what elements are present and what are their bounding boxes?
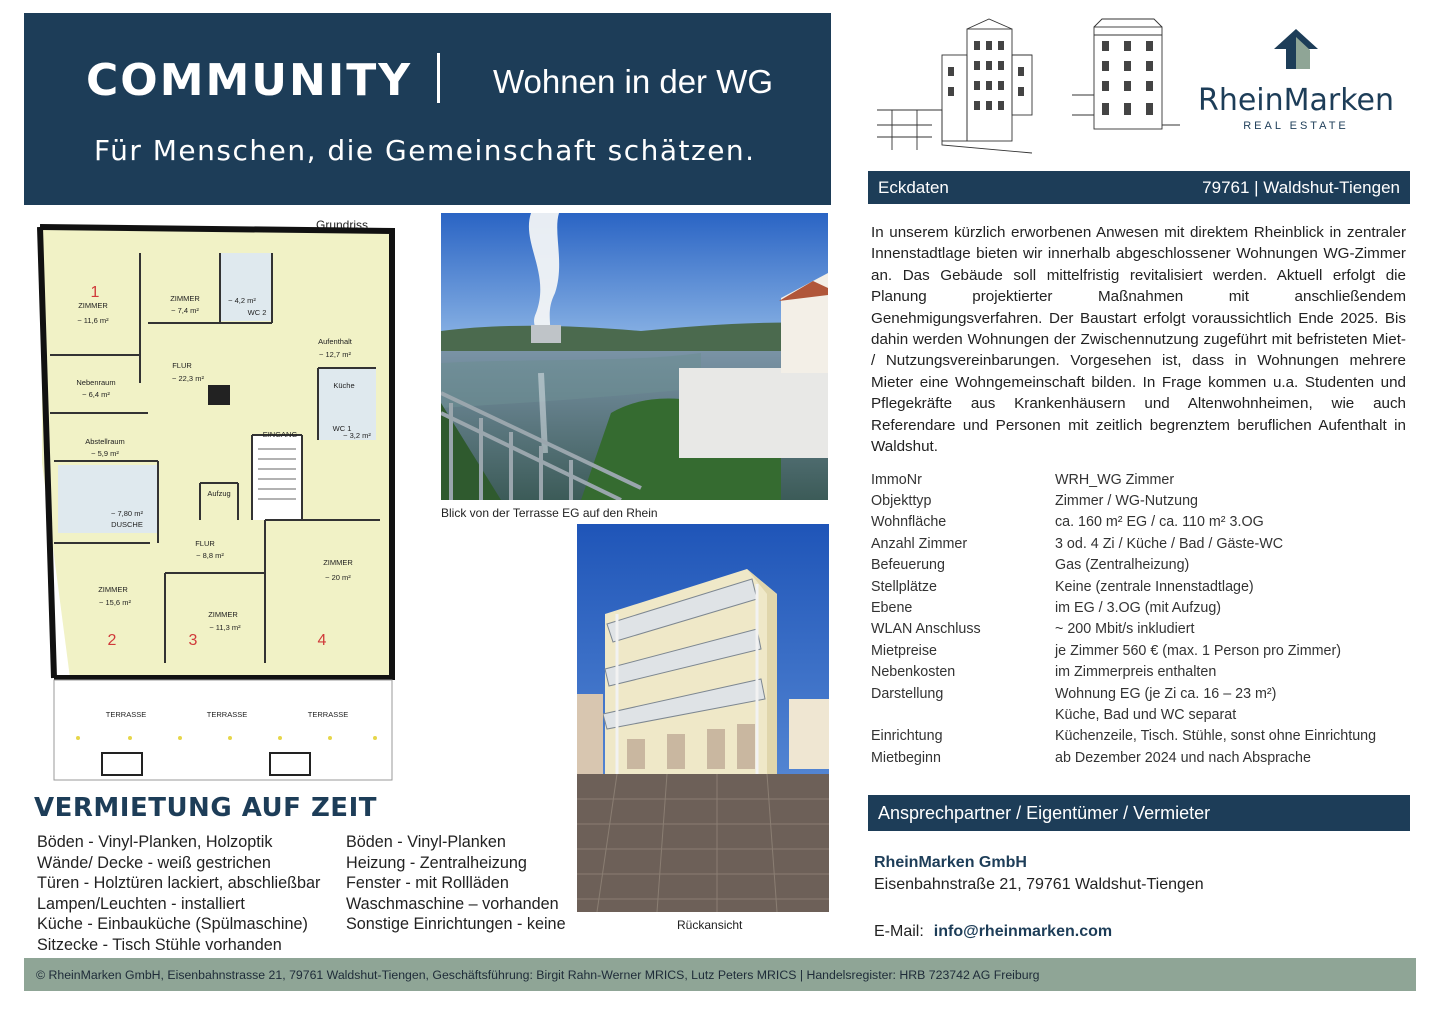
fact-value: WRH_WG Zimmer <box>1055 471 1175 488</box>
floor-plan <box>30 213 410 785</box>
room-number: 3 <box>188 632 198 649</box>
fact-value: je Zimmer 560 € (max. 1 Person pro Zimmer) <box>1055 642 1342 659</box>
room-label: Abstellraum <box>85 437 125 446</box>
fact-key: Ebene <box>871 600 913 617</box>
room-area: ~ 5,9 m² <box>91 449 119 458</box>
email-label: E-Mail: <box>874 923 924 940</box>
room-label: ZIMMER <box>98 585 128 594</box>
fact-key: Mietpreise <box>871 642 937 659</box>
room-label: EINGANG <box>262 430 298 439</box>
fact-row <box>871 640 1411 661</box>
eckdaten-location: 79761 | Waldshut-Tiengen <box>1202 177 1400 197</box>
fact-row <box>871 533 1411 554</box>
contact-email-line <box>874 923 1112 941</box>
fact-key: WLAN Anschluss <box>871 621 981 638</box>
room-label: ZIMMER <box>78 301 108 310</box>
contact-company: RheinMarken GmbH <box>874 854 1027 871</box>
room-label: FLUR <box>172 361 192 370</box>
feature-item: Türen - Holztüren lackiert, abschließbar <box>37 874 321 893</box>
room-area: ~ 4,2 m² <box>228 296 256 305</box>
eckdaten-label: Eckdaten <box>878 177 949 197</box>
feature-item: Böden - Vinyl-Planken, Holzoptik <box>37 833 273 851</box>
fact-key: Wohnfläche <box>871 514 947 531</box>
floor-plan-title: Grundriss <box>316 218 369 232</box>
fact-row <box>871 597 1411 618</box>
room-area: ~ 11,3 m² <box>209 623 241 632</box>
fact-row <box>871 704 1411 725</box>
fact-value: Küche, Bad und WC separat <box>1055 706 1237 723</box>
fact-value: 3 od. 4 Zi / Küche / Bad / Gäste-WC <box>1055 535 1284 552</box>
room-area: ~ 6,4 m² <box>82 390 110 399</box>
fact-value: ab Dezember 2024 und nach Absprache <box>1055 749 1311 766</box>
fact-key: Befeuerung <box>871 557 945 574</box>
features-right <box>346 832 566 935</box>
terrace-label: TERRASSE <box>307 710 349 719</box>
photo-caption-rear: Rückansicht <box>677 918 743 932</box>
fact-value: im Zimmerpreis enthalten <box>1055 664 1217 681</box>
fact-row <box>871 490 1411 511</box>
feature-item: Böden - Vinyl-Planken <box>346 833 506 851</box>
fact-row <box>871 726 1411 747</box>
email-link[interactable]: info@rheinmarken.com <box>933 923 1113 940</box>
hero-title: COMMUNITY <box>86 55 413 106</box>
property-description: In unserem kürzlich erworbenen Anwesen mit direktem Rheinblick in zentraler Innenstadtlage bieten wir innerhalb abgeschlossener Wohnungen WG-Zimmer an. Das Gebäude soll mittelfristig revitalisiert werden. Aktuell erfolgt die Planung projektierter Maßnahmen mit anschließendem Genehmigungsverfahren. Der Baustart erfolgt voraussichtlich Ende 2025. Bis dahin werden Wohnungen der Zwischennutzung zugeführt mit befristeten Miet- / Nutzungsvereinbarungen. Vorgesehen ist, dass in Wohnungen mehrere Mieter eine Wohngemeinschaft bilden. In Frage kommen u.a. Studenten und Pflegekräfte aus Krankenhäusern und Altenwohnheimen, wie auch Referendare und Personen mit zeitlich begrenztem beruflichen Aufenthalt in Waldshut. <box>871 224 1406 456</box>
footer-text: © RheinMarken GmbH, Eisenbahnstrasse 21, 79761 Waldshut-Tiengen, Geschäftsführung: Birgit Rahn-Werner MRICS, Lutz Peters MRICS | Handelsregister: HRB 723742 AG Freiburg <box>36 967 1040 982</box>
room-area: ~ 11,6 m² <box>77 316 109 325</box>
fact-row <box>871 512 1411 533</box>
facts-table <box>871 469 1411 768</box>
contact-header-label: Ansprechpartner / Eigentümer / Vermieter <box>878 802 1211 823</box>
room-area: ~ 15,6 m² <box>99 598 131 607</box>
feature-item: Sonstige Einrichtungen - keine <box>346 915 566 934</box>
room-number: 2 <box>107 632 117 649</box>
fact-value: ca. 160 m² EG / ca. 110 m² 3.OG <box>1055 514 1264 531</box>
room-label: WC 2 <box>247 308 267 317</box>
logo-brand-name: RheinMarken <box>1197 83 1395 118</box>
feature-item: Lampen/Leuchten - installiert <box>37 894 245 913</box>
fact-row <box>871 469 1411 490</box>
fact-value: Gas (Zentralheizung) <box>1055 557 1190 574</box>
fact-key: Einrichtung <box>871 728 943 745</box>
fact-key: Mietbeginn <box>871 749 941 766</box>
terrace-label: TERRASSE <box>105 710 147 719</box>
room-area: ~ 3,2 m² <box>343 431 371 440</box>
room-number: 1 <box>90 284 100 301</box>
terrace <box>54 680 392 780</box>
eckdaten-header <box>868 171 1410 204</box>
fact-key: Nebenkosten <box>871 664 956 681</box>
fact-row <box>871 683 1411 704</box>
room-label: Küche <box>333 381 355 390</box>
fact-value: Küchenzeile, Tisch. Stühle, sonst ohne Einrichtung <box>1055 728 1377 745</box>
room-area: ~ 7,4 m² <box>171 306 199 315</box>
building-front-elevation-drawing <box>1072 15 1182 155</box>
fact-value: ~ 200 Mbit/s inkludiert <box>1055 621 1195 638</box>
building-side-elevation-drawing <box>872 15 1052 155</box>
room-area: ~ 22,3 m² <box>172 374 204 383</box>
hero-tagline: Für Menschen, die Gemeinschaft schätzen. <box>94 134 756 167</box>
feature-item: Fenster - mit Rollläden <box>346 874 509 893</box>
room-area: ~ 8,8 m² <box>196 551 224 560</box>
photo-caption-rhine: Blick von der Terrasse EG auf den Rhein <box>441 506 658 520</box>
room-label: ZIMMER <box>170 294 200 303</box>
chimney <box>208 385 230 405</box>
room-label: Nebenraum <box>76 378 116 387</box>
room-label: ZIMMER <box>323 558 353 567</box>
fact-key: ImmoNr <box>871 471 922 488</box>
fact-row <box>871 576 1411 597</box>
feature-item: Heizung - Zentralheizung <box>346 853 527 872</box>
rhine-view-photo <box>441 213 828 500</box>
fact-key: Objekttyp <box>871 493 932 510</box>
footer-bar <box>24 958 1416 991</box>
contact-block <box>874 854 1204 940</box>
fact-value: Keine (zentrale Innenstadtlage) <box>1055 578 1254 595</box>
contact-address: Eisenbahnstraße 21, 79761 Waldshut-Tiengen <box>874 876 1204 893</box>
feature-item: Sitzecke - Tisch Stühle vorhanden <box>37 935 282 954</box>
fact-value: Zimmer / WG-Nutzung <box>1055 493 1198 510</box>
logo-subtitle: REAL ESTATE <box>1243 120 1349 132</box>
room-number: 4 <box>317 632 327 649</box>
fact-value: Wohnung EG (je Zi ca. 16 – 23 m²) <box>1055 685 1277 702</box>
room-label: ZIMMER <box>208 610 238 619</box>
house-logo-icon <box>1272 27 1320 71</box>
rheinmarken-logo <box>1180 27 1412 147</box>
terrace-label: TERRASSE <box>206 710 248 719</box>
hero-subtitle: Wohnen in der WG <box>493 63 774 100</box>
fact-value: im EG / 3.OG (mit Aufzug) <box>1055 600 1222 617</box>
rear-view-photo <box>577 524 829 912</box>
hero-separator <box>437 53 440 103</box>
room-label: Aufzug <box>207 489 231 498</box>
contact-header <box>868 795 1410 831</box>
feature-item: Waschmaschine – vorhanden <box>346 894 559 913</box>
feature-item: Wände/ Decke - weiß gestrichen <box>37 853 271 872</box>
features-left <box>37 832 320 956</box>
feature-item: Küche - Einbauküche (Spülmaschine) <box>37 915 308 934</box>
room-area: ~ 7,80 m² <box>111 509 143 518</box>
fact-key: Anzahl Zimmer <box>871 535 968 552</box>
fact-key: Stellplätze <box>871 578 937 595</box>
room-label: FLUR <box>195 539 215 548</box>
room-label: Aufenthalt <box>318 337 352 346</box>
room-label: WC 1 <box>332 424 352 433</box>
room-label: DUSCHE <box>111 520 143 529</box>
fact-row <box>871 662 1411 683</box>
room-area: ~ 12,7 m² <box>319 350 351 359</box>
fact-row <box>871 619 1411 640</box>
vermietung-title: VERMIETUNG AUF ZEIT <box>34 793 377 823</box>
fact-row <box>871 747 1411 768</box>
room-area: ~ 20 m² <box>325 573 351 582</box>
fact-key: Darstellung <box>871 685 944 702</box>
hero-banner <box>24 13 831 205</box>
fact-row <box>871 555 1411 576</box>
